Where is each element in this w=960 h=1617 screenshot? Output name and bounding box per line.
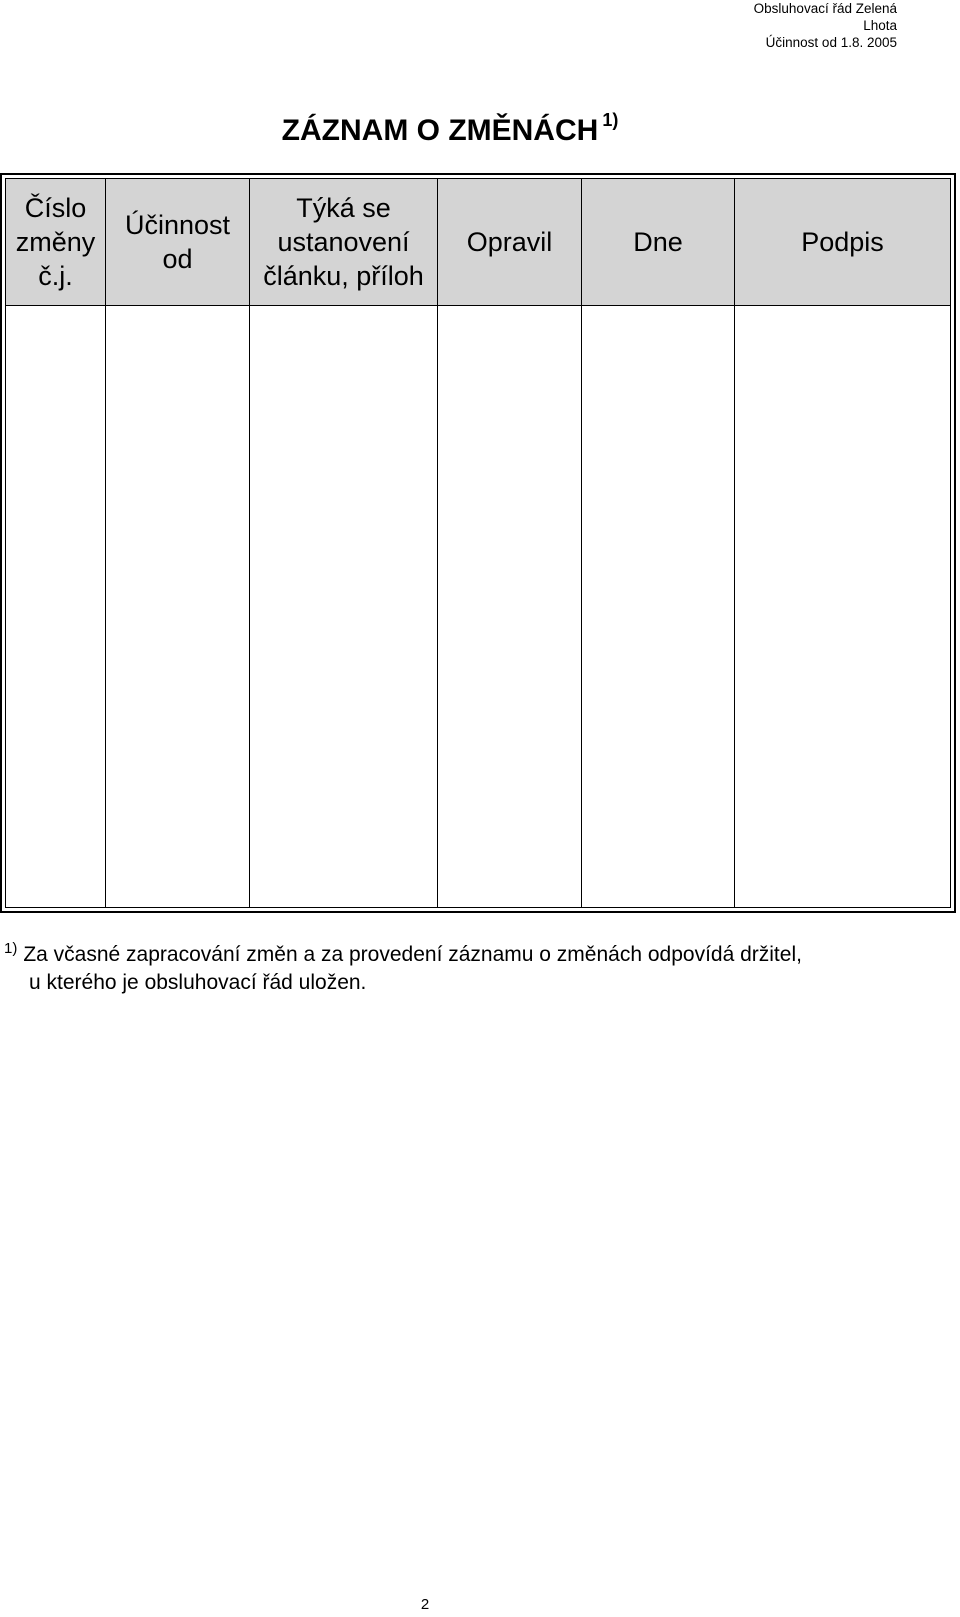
column-header-line: od bbox=[162, 244, 193, 274]
column-header-line: Dne bbox=[633, 227, 683, 257]
column-header-date bbox=[582, 179, 735, 306]
table-cell-corrected-by[interactable] bbox=[438, 306, 582, 908]
table-row bbox=[6, 306, 951, 908]
page-title bbox=[0, 110, 900, 148]
footnote-line-2: u kterého je obsluhovací řád uložen. bbox=[29, 971, 367, 994]
column-header-concerns bbox=[250, 179, 438, 306]
table-cell-change-number[interactable] bbox=[6, 306, 106, 908]
column-header-line: Číslo bbox=[24, 193, 87, 223]
column-header-line: změny bbox=[15, 227, 96, 257]
column-header-line: ustanovení bbox=[277, 227, 410, 257]
header-location: Lhota bbox=[863, 18, 897, 33]
header-effective-date: Účinnost od 1.8. 2005 bbox=[765, 35, 897, 50]
document-header bbox=[597, 0, 897, 51]
page-number: 2 bbox=[420, 1596, 430, 1613]
column-header-line: Týká se bbox=[296, 193, 391, 223]
column-header-signature bbox=[735, 179, 951, 306]
title-footnote-mark: 1) bbox=[602, 110, 619, 130]
footnote-line-1: Za včasné zapracování změn a za provedení záznamu o změnách odpovídá držitel, bbox=[23, 943, 802, 966]
table-cell-signature[interactable] bbox=[735, 306, 951, 908]
table-cell-concerns[interactable] bbox=[250, 306, 438, 908]
column-header-line: Účinnost bbox=[124, 210, 231, 240]
column-header-corrected-by bbox=[438, 179, 582, 306]
column-header-line: Podpis bbox=[801, 227, 884, 257]
column-header-change-number bbox=[6, 179, 106, 306]
column-header-line: článku, příloh bbox=[263, 261, 424, 291]
changes-table-frame bbox=[0, 173, 956, 913]
page-title-text: ZÁZNAM O ZMĚNÁCH bbox=[281, 114, 599, 147]
table-cell-date[interactable] bbox=[582, 306, 735, 908]
column-header-line: č.j. bbox=[38, 261, 73, 291]
header-document-name: Obsluhovací řád Zelená bbox=[753, 1, 897, 16]
table-cell-effective-from[interactable] bbox=[106, 306, 250, 908]
changes-table bbox=[5, 178, 951, 908]
column-header-line: Opravil bbox=[466, 227, 553, 257]
table-header-row bbox=[6, 179, 951, 306]
footnote bbox=[4, 935, 802, 997]
column-header-effective-from bbox=[106, 179, 250, 306]
footnote-mark: 1) bbox=[4, 940, 18, 957]
